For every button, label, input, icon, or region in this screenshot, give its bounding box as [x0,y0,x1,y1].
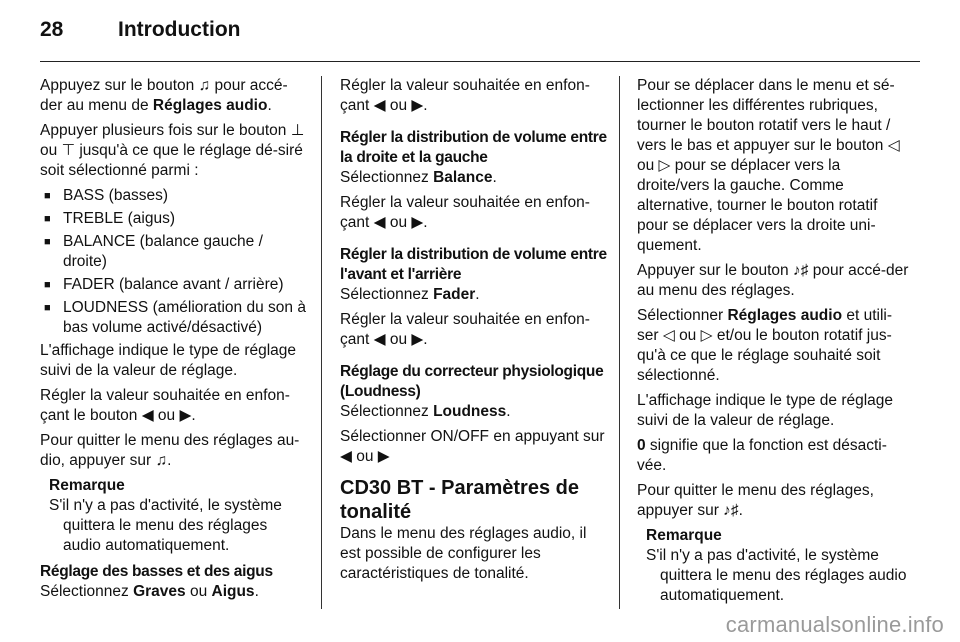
section-title: CD30 BT - Paramètres de tonalité [340,477,579,523]
page-number: 28 [40,18,64,41]
list-item: ■ FADER (balance avant / arrière) [44,275,308,295]
paragraph: Sélectionnez Graves ou Aigus. [40,583,259,600]
subheading: Régler la distribution de volume entre l'avant et l'arrière [340,246,607,283]
column-left [40,76,308,607]
subheading: Réglage du correcteur physiologique (Loudness) [340,363,604,400]
paragraph: Régler la valeur souhaitée en enfon-çant ◀ ou ▶. [340,311,590,348]
paragraph: Sélectionnez Fader. [340,286,480,303]
list-item: ■ TREBLE (aigus) [44,209,308,229]
paragraph: Sélectionnez Balance. [340,169,497,186]
paragraph: Régler la valeur souhaitée en enfon-çant le bouton ◀ ou ▶. [40,387,290,424]
paragraph: Sélectionner Réglages audio et utili-ser ◁ ou ▷ et/ou le bouton rotatif jus-qu'à ce que le réglage souhaité soit sélectionné. [637,307,893,384]
paragraph: Régler la valeur souhaitée en enfon-çant ◀ ou ▶. [340,194,590,231]
subheading: Réglage des basses et des aigus [40,563,273,580]
paragraph: L'affichage indique le type de réglage suivi de la valeur de réglage. [40,342,297,379]
paragraph: Pour quitter le menu des réglages au-dio, appuyer sur ♫. [40,432,300,469]
menu-name: Réglages audio [152,97,268,114]
paragraph: Sélectionnez Loudness. [340,403,511,420]
note-box [49,476,308,556]
column-divider [321,76,322,609]
watermark: carmanualsonline.info [725,612,944,637]
note-title: Remarque [646,527,722,544]
paragraph: Dans le menu des réglages audio, il est possible de configurer les caractéristiques de tonalité. [340,525,587,582]
paragraph: Pour quitter le menu des réglages, appuyer sur ♪♯. [637,482,874,519]
paragraph: Régler la valeur souhaitée en enfon-çant ◀ ou ▶. [340,77,590,114]
paragraph: Appuyer sur le bouton ♪♯ pour accé-der au menu des réglages. [637,262,909,299]
paragraph: Appuyer plusieurs fois sur le bouton ⊥ ou ⊤ jusqu'à ce que le réglage dé-siré soit sélectionné parmi : [40,122,305,179]
column-divider [619,76,620,609]
paragraph: Appuyez sur le bouton ♫ pour accé-der au menu de Réglages audio. [40,77,288,114]
list-item: ■ BASS (basses) [44,186,308,206]
note-text: S'il n'y a pas d'activité, le système quittera le menu des réglages audio automatiquement. [646,547,907,604]
paragraph: L'affichage indique le type de réglage suivi de la valeur de réglage. [637,392,894,429]
page-title: Introduction [118,18,241,41]
note-title: Remarque [49,477,125,494]
header-rule [40,61,920,62]
note-box [646,526,912,606]
column-right [637,76,912,612]
column-middle [340,76,608,589]
settings-list [40,186,308,338]
subheading: Régler la distribution de volume entre la droite et la gauche [340,129,607,166]
list-item: ■ LOUDNESS (amélioration du son à bas volume activé/désactivé) [44,298,308,338]
note-text: S'il n'y a pas d'activité, le système quittera le menu des réglages audio automatiquement. [49,497,282,554]
list-item: ■ BALANCE (balance gauche / droite) [44,232,308,272]
paragraph: Sélectionner ON/OFF en appuyant sur ◀ ou ▶ [340,428,605,465]
paragraph: Pour se déplacer dans le menu et sé-lectionner les différentes rubriques, tourner le bouton rotatif vers le haut / vers le bas et appuyer sur le bouton ◁ ou ▷ pour se déplacer vers la droite/vers la gauche. Comme alternative, tourner le bouton rotatif pour se déplacer vers la droite uni-quement. [637,77,900,254]
paragraph: 0 signifie que la fonction est désacti-vée. [637,437,887,474]
